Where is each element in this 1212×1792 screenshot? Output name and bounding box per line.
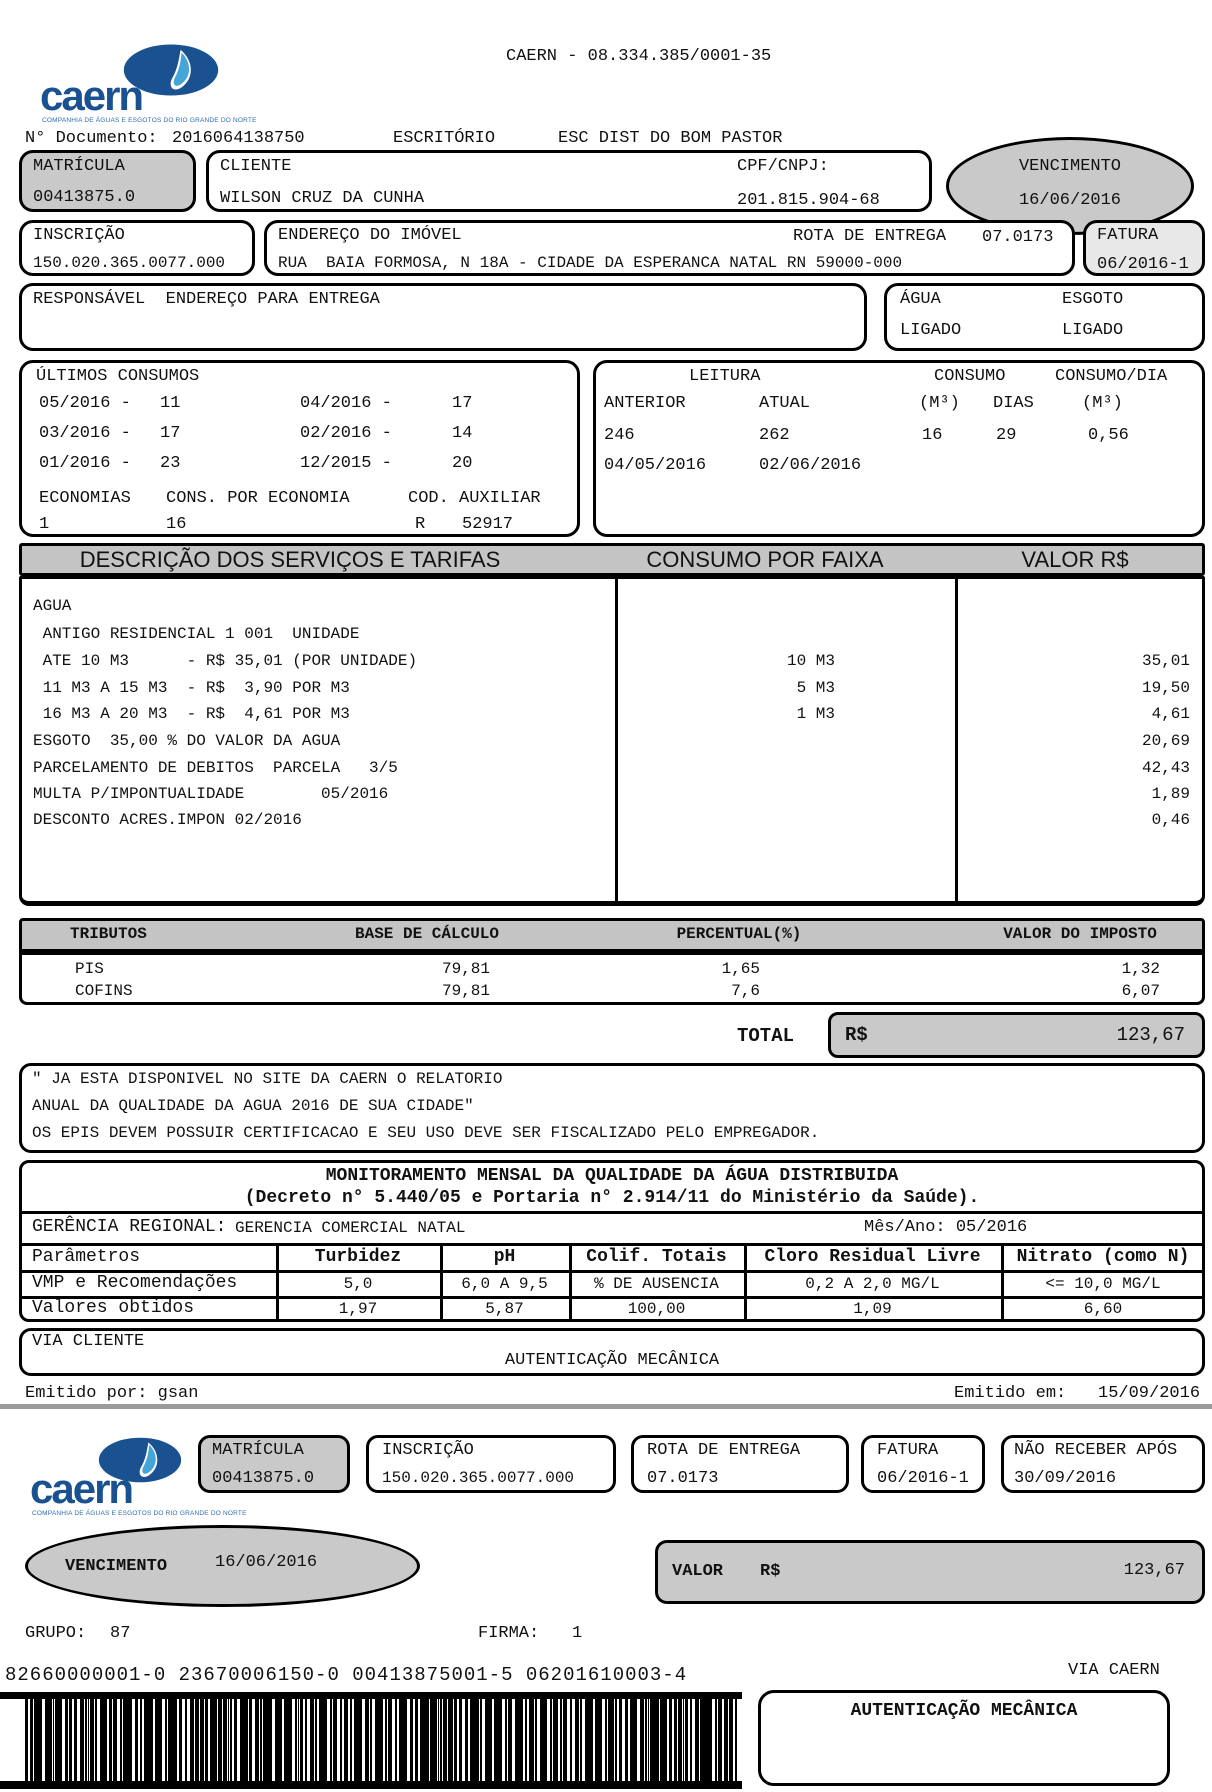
fatura-value: 06/2016-1 — [1097, 255, 1189, 274]
valor-value: 123,67 — [1123, 1561, 1185, 1580]
leitura-atual-value: 262 — [759, 426, 790, 445]
via-caern-label: VIA CAERN — [1068, 1661, 1160, 1680]
autenticacao-mecanica-label: AUTENTICAÇÃO MECÂNICA — [850, 1701, 1078, 1721]
servico-valor: 42,43 — [1141, 759, 1190, 777]
consumo-mes-label: 12/2015 - — [300, 454, 392, 473]
consumo-title: CONSUMO — [934, 367, 1006, 386]
servico-desc: ANTIGO RESIDENCIAL 1 001 UNIDADE — [33, 625, 360, 643]
endereco-value: RUA BAIA FORMOSA, N 18A - CIDADE DA ESPERANCA NATAL RN 59000-000 — [278, 254, 903, 272]
m3-dia-label: (M³) — [1082, 394, 1123, 413]
data-leitura-anterior: 04/05/2016 — [604, 456, 707, 475]
valor-currency: R$ — [760, 1562, 781, 1581]
tributo-valor: 1,32 — [1121, 960, 1160, 978]
param-col-header: Colif. Totais — [586, 1247, 727, 1267]
servico-valor: 1,89 — [1151, 785, 1190, 803]
matricula-value: 00413875.0 — [33, 188, 136, 207]
consumo-mes-valor: 17 — [452, 394, 473, 413]
tributos-body-box — [19, 950, 1205, 1005]
matricula-value: 00413875.0 — [212, 1469, 315, 1488]
vencimento-label: VENCIMENTO — [65, 1557, 168, 1576]
obtido-value: 5,87 — [485, 1300, 524, 1318]
tributos-header-percentual: PERCENTUAL(%) — [676, 925, 802, 943]
servico-valor: 20,69 — [1141, 732, 1190, 750]
param-col-header: Nitrato (como N) — [1016, 1247, 1190, 1267]
tributos-header: TRIBUTOS — [70, 925, 147, 943]
mes-ano-value: Mês/Ano: 05/2016 — [864, 1218, 1028, 1237]
vmp-value: 0,2 A 2,0 MG/L — [805, 1275, 940, 1293]
dias-value: 29 — [996, 426, 1017, 445]
cpf-cnpj-value: 201.815.904-68 — [737, 191, 880, 210]
leitura-anterior-value: 246 — [604, 426, 635, 445]
tributo-nome: PIS — [75, 960, 104, 978]
vmp-value: % DE AUSENCIA — [594, 1275, 719, 1293]
vmp-value: 6,0 A 9,5 — [461, 1275, 548, 1293]
servico-desc: ESGOTO 35,00 % DO VALOR DA AGUA — [33, 732, 341, 750]
data-leitura-atual: 02/06/2016 — [759, 456, 862, 475]
barcode-top-rule — [0, 1692, 742, 1699]
consumo-mes-label: 05/2016 - — [39, 394, 131, 413]
servico-desc: 16 M3 A 20 M3 - R$ 4,61 POR M3 — [33, 705, 350, 723]
dias-label: DIAS — [993, 394, 1034, 413]
obtido-value: 100,00 — [627, 1300, 686, 1318]
consumo-mes-valor: 14 — [452, 424, 473, 443]
monitoramento-col-divider — [744, 1243, 747, 1322]
anterior-label: ANTERIOR — [604, 394, 686, 413]
agua-label: ÁGUA — [900, 290, 941, 309]
caern-brand-text: caern — [30, 1465, 133, 1512]
economias-value: 1 — [39, 515, 50, 534]
vencimento-value: 16/06/2016 — [1018, 191, 1122, 210]
barcode-digits: 82660000001-0 23670006150-0 00413875001-5 06201610003-4 — [5, 1664, 688, 1686]
firma-value: 1 — [572, 1624, 583, 1643]
obtido-value: 1,09 — [853, 1300, 892, 1318]
servico-faixa: 1 M3 — [796, 705, 835, 723]
inscricao-value: 150.020.365.0077.000 — [33, 254, 226, 272]
barcode — [25, 1699, 737, 1781]
vmp-value: 5,0 — [343, 1275, 373, 1293]
caern-brand-text: caern — [40, 72, 143, 119]
obtidos-row-label: Valores obtidos — [32, 1298, 195, 1318]
servico-desc: AGUA — [33, 597, 72, 615]
monitoramento-title: MONITORAMENTO MENSAL DA QUALIDADE DA ÁGUA DISTRIBUIDA — [325, 1166, 899, 1186]
monitoramento-divider — [19, 1296, 1205, 1299]
consumo-mes-label: 04/2016 - — [300, 394, 392, 413]
tributo-base: 79,81 — [441, 982, 490, 1000]
tributo-valor: 6,07 — [1121, 982, 1160, 1000]
servico-valor: 35,01 — [1141, 652, 1190, 670]
servico-valor: 0,46 — [1151, 811, 1190, 829]
gerencia-label: GERÊNCIA REGIONAL: — [32, 1217, 227, 1237]
rota-entrega-value: 07.0173 — [647, 1469, 719, 1488]
office-value: ESC DIST DO BOM PASTOR — [558, 129, 783, 148]
monitoramento-col-divider — [440, 1243, 443, 1322]
vencimento-value: 16/06/2016 — [215, 1553, 318, 1572]
monitoramento-divider — [19, 1211, 1205, 1214]
economias-label: ECONOMIAS — [39, 489, 131, 508]
cons-por-economia-value: 16 — [166, 515, 187, 534]
param-col-header: Parâmetros — [32, 1247, 141, 1267]
servico-desc: DESCONTO ACRES.IMPON 02/2016 — [33, 811, 302, 829]
mensagem-line: OS EPIS DEVEM POSSUIR CERTIFICACAO E SEU USO DEVE SER FISCALIZADO PELO EMPREGADOR. — [32, 1124, 820, 1142]
nao-receber-value: 30/09/2016 — [1014, 1469, 1117, 1488]
consumo-dia-title: CONSUMO/DIA — [1055, 367, 1168, 386]
total-currency: R$ — [845, 1024, 868, 1046]
cliente-value: WILSON CRUZ DA CUNHA — [220, 189, 425, 208]
via-cliente-label: VIA CLIENTE — [32, 1332, 145, 1351]
ultimos-consumos-title: ÚLTIMOS CONSUMOS — [36, 367, 200, 386]
servico-valor: 4,61 — [1151, 705, 1190, 723]
autenticacao-mecanica-label: AUTENTICAÇÃO MECÂNICA — [504, 1351, 720, 1370]
monitoramento-col-divider — [569, 1243, 572, 1322]
company-cnpj-line: CAERN - 08.334.385/0001-35 — [506, 47, 772, 66]
servico-valor: 19,50 — [1141, 679, 1190, 697]
fatura-label: FATURA — [1097, 226, 1159, 245]
param-col-header: Cloro Residual Livre — [764, 1247, 981, 1267]
consumo-mes-label: 02/2016 - — [300, 424, 392, 443]
mensagem-line: ANUAL DA QUALIDADE DA AGUA 2016 DE SUA CIDADE" — [32, 1097, 474, 1115]
m3-label: (M³) — [919, 394, 960, 413]
caern-tagline: COMPANHIA DE ÁGUAS E ESGOTOS DO RIO GRANDE DO NORTE — [32, 1510, 247, 1517]
caern-tagline: COMPANHIA DE ÁGUAS E ESGOTOS DO RIO GRANDE DO NORTE — [42, 117, 257, 124]
emitido-em-value: 15/09/2016 — [1098, 1384, 1201, 1403]
inscricao-label: INSCRIÇÃO — [33, 226, 125, 245]
servico-desc: MULTA P/IMPONTUALIDADE 05/2016 — [33, 785, 389, 803]
rota-entrega-label: ROTA DE ENTREGA — [647, 1441, 801, 1460]
endereco-label: ENDEREÇO DO IMÓVEL — [278, 226, 462, 245]
consumo-mes-label: 01/2016 - — [39, 454, 131, 473]
caern-logo-icon — [84, 26, 182, 78]
agua-value: LIGADO — [900, 321, 962, 340]
monitoramento-col-divider — [276, 1243, 279, 1322]
param-col-header: pH — [493, 1247, 516, 1267]
leitura-title: LEITURA — [689, 367, 761, 386]
esgoto-label: ESGOTO — [1062, 290, 1124, 309]
barcode-bottom-rule — [0, 1781, 742, 1789]
obtido-value: 6,60 — [1083, 1300, 1123, 1318]
servicos-divider-2 — [955, 576, 958, 906]
consumo-dia-value: 0,56 — [1088, 426, 1129, 445]
rota-entrega-label: ROTA DE ENTREGA — [793, 227, 947, 246]
gerencia-value: GERENCIA COMERCIAL NATAL — [235, 1219, 466, 1237]
responsavel-label: RESPONSÁVEL ENDEREÇO PARA ENTREGA — [33, 290, 380, 309]
monitoramento-divider — [19, 1243, 1205, 1246]
emitido-por: Emitido por: gsan — [25, 1384, 199, 1403]
inscricao-value: 150.020.365.0077.000 — [382, 1469, 575, 1487]
vencimento-label: VENCIMENTO — [1018, 157, 1122, 176]
servicos-header-faixa: CONSUMO POR FAIXA — [646, 547, 884, 572]
param-col-header: Turbidez — [314, 1247, 402, 1267]
matricula-label: MATRÍCULA — [212, 1441, 304, 1460]
obtido-value: 1,97 — [338, 1300, 378, 1318]
cons-por-economia-label: CONS. POR ECONOMIA — [166, 489, 350, 508]
emitido-em-label: Emitido em: — [954, 1384, 1067, 1403]
cliente-label: CLIENTE — [220, 157, 292, 176]
tributo-nome: COFINS — [75, 982, 133, 1000]
document-number-label: N° Documento: — [25, 129, 158, 148]
cod-auxiliar-num: 52917 — [462, 515, 514, 534]
cod-auxiliar-label: COD. AUXILIAR — [408, 489, 541, 508]
caern-logo-icon — [60, 1415, 144, 1469]
rota-entrega-value: 07.0173 — [982, 228, 1054, 247]
valor-label: VALOR — [672, 1562, 724, 1581]
consumo-mes-valor: 23 — [160, 454, 181, 473]
fatura-label: FATURA — [877, 1441, 939, 1460]
fatura-value: 06/2016-1 — [877, 1469, 969, 1488]
servicos-header-descricao: DESCRIÇÃO DOS SERVIÇOS E TARIFAS — [79, 547, 501, 572]
servico-desc: ATE 10 M3 - R$ 35,01 (POR UNIDADE) — [33, 652, 418, 670]
consumo-mes-valor: 11 — [160, 394, 181, 413]
servicos-header-valor: VALOR R$ — [1021, 547, 1129, 572]
mensagem-line: " JA ESTA DISPONIVEL NO SITE DA CAERN O RELATORIO — [32, 1070, 503, 1088]
monitoramento-subtitle: (Decreto n° 5.440/05 e Portaria n° 2.914/11 do Ministério da Saúde). — [244, 1188, 980, 1208]
total-label: TOTAL — [737, 1025, 795, 1047]
servico-faixa: 5 M3 — [796, 679, 835, 697]
section-divider — [0, 1404, 1212, 1409]
consumo-mes-valor: 20 — [452, 454, 473, 473]
total-value: 123,67 — [1116, 1024, 1185, 1046]
tributo-percentual: 7,6 — [731, 982, 760, 1000]
atual-label: ATUAL — [759, 394, 811, 413]
grupo-value: 87 — [110, 1624, 131, 1643]
servicos-divider-1 — [615, 576, 618, 906]
firma-label: FIRMA: — [478, 1624, 540, 1643]
consumo-mes-valor: 17 — [160, 424, 181, 443]
servico-desc: 11 M3 A 15 M3 - R$ 3,90 POR M3 — [33, 679, 350, 697]
consumo-value: 16 — [922, 426, 943, 445]
consumo-mes-label: 03/2016 - — [39, 424, 131, 443]
esgoto-value: LIGADO — [1062, 321, 1124, 340]
monitoramento-col-divider — [1001, 1243, 1004, 1322]
cod-auxiliar-letra: R — [415, 515, 426, 534]
servico-desc: PARCELAMENTO DE DEBITOS PARCELA 3/5 — [33, 759, 398, 777]
grupo-label: GRUPO: — [25, 1624, 87, 1643]
tributo-percentual: 1,65 — [721, 960, 760, 978]
cpf-cnpj-label: CPF/CNPJ: — [737, 157, 829, 176]
document-number-value: 2016064138750 — [172, 129, 305, 148]
tributo-base: 79,81 — [441, 960, 490, 978]
inscricao-label: INSCRIÇÃO — [382, 1441, 474, 1460]
vmp-row-label: VMP e Recomendações — [32, 1273, 238, 1293]
tributos-header-base: BASE DE CÁLCULO — [354, 925, 500, 943]
nao-receber-label: NÃO RECEBER APÓS — [1014, 1441, 1178, 1460]
office-label: ESCRITÓRIO — [393, 129, 496, 148]
servico-faixa: 10 M3 — [786, 652, 835, 670]
matricula-label: MATRÍCULA — [33, 157, 125, 176]
vmp-value: <= 10,0 MG/L — [1045, 1275, 1161, 1293]
tributos-header-imposto: VALOR DO IMPOSTO — [1003, 925, 1157, 943]
